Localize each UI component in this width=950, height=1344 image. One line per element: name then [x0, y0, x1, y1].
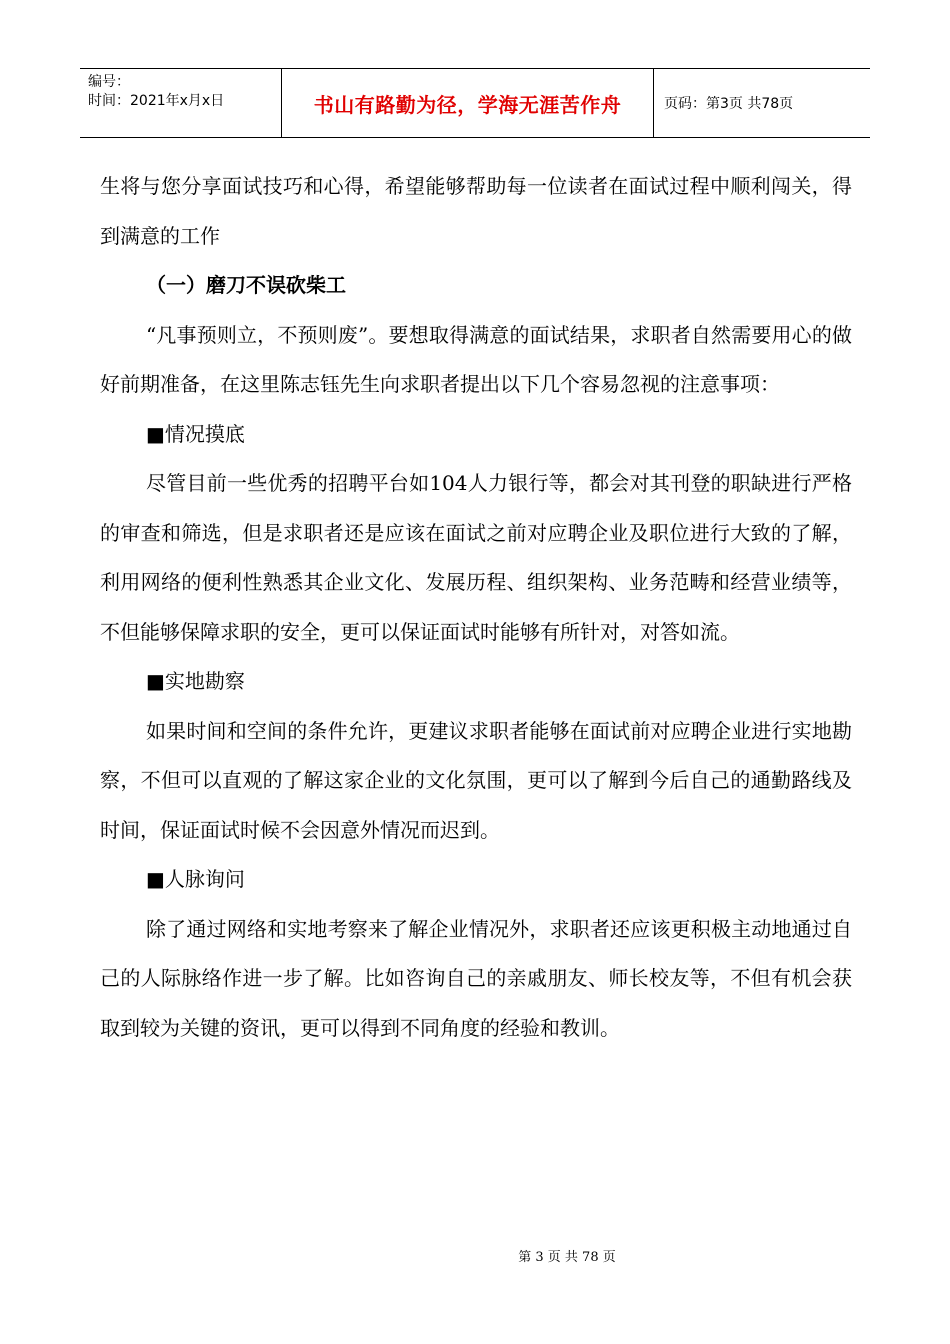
document-date: 时间：2021年x月x日	[88, 93, 225, 109]
header-motto: 书山有路勤为径，学海无涯苦作舟	[282, 69, 654, 137]
bullet-heading: ■人脉询问	[146, 867, 245, 891]
bullet-heading: ■实地勘察	[146, 669, 245, 693]
page-header	[80, 68, 870, 138]
header-meta	[80, 69, 282, 137]
paragraph: 尽管目前一些优秀的招聘平台如104人力银行等，都会对其刊登的职缺进行严格的审查和筛选，但是求职者还是应该在面试之前对应聘企业及职位进行大致的了解，利用网络的便利性熟悉其企业文化、发展历程、组织架构、业务范畴和经营业绩等，不但能够保障求职的安全，更可以保证面试时能够有所针对，对答如流。	[100, 471, 852, 644]
document-number-label: 编号：	[88, 74, 130, 90]
header-page-info: 页码：第3页 共78页	[664, 96, 794, 112]
bullet-heading: ■情况摸底	[146, 421, 245, 446]
paragraph: 如果时间和空间的条件允许，更建议求职者能够在面试前对应聘企业进行实地勘察，不但可以直观的了解这家企业的文化氛围，更可以了解到今后自己的通勤路线及时间，保证面试时候不会因意外情况而迟到。	[100, 718, 852, 842]
page-footer: 第 3 页 共 78 页	[518, 1250, 616, 1265]
paragraph: “凡事预则立，不预则废”。要想取得满意的面试结果，求职者自然需要用心的做好前期准备，在这里陈志钰先生向求职者提出以下几个容易忽视的注意事项：	[100, 322, 852, 396]
paragraph: 生将与您分享面试技巧和心得，希望能够帮助每一位读者在面试过程中顺利闯关，得到满意的工作	[100, 174, 852, 248]
section-heading: （一）磨刀不误砍柴工	[146, 273, 346, 297]
document-body	[100, 162, 852, 1053]
paragraph: 除了通过网络和实地考察来了解企业情况外，求职者还应该更积极主动地通过自己的人际脉络作进一步了解。比如咨询自己的亲戚朋友、师长校友等，不但有机会获取到较为关键的资讯，更可以得到不同角度的经验和教训。	[100, 916, 852, 1040]
